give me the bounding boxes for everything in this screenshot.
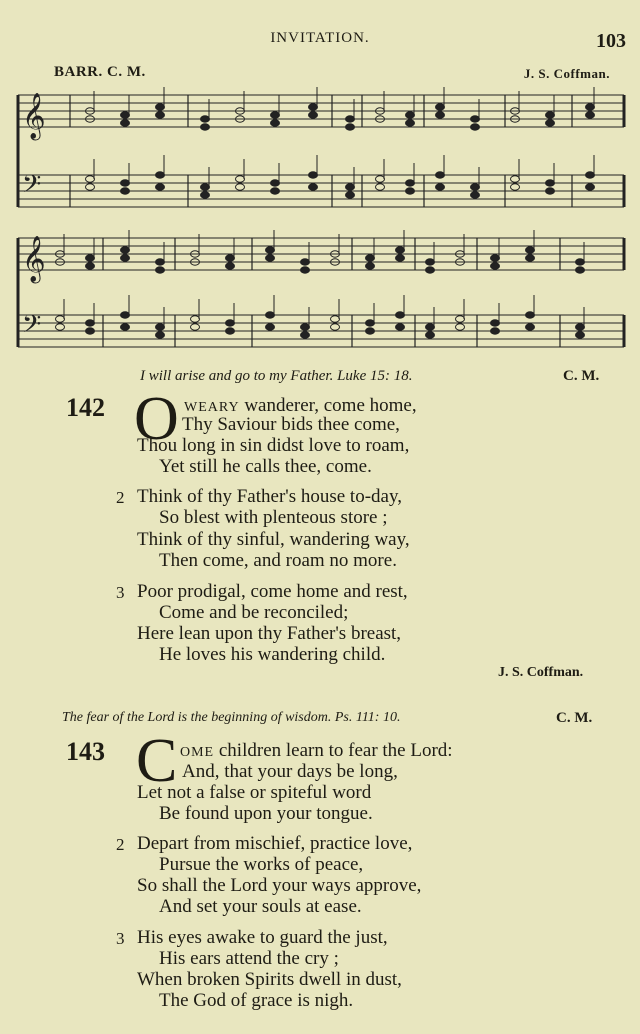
note-head [366, 255, 375, 261]
note-head [191, 316, 200, 322]
verse-line: Come and be reconciled; [159, 602, 349, 623]
hymn-143-first-word: OME [180, 745, 215, 760]
note-head [586, 184, 595, 190]
treble-clef: 𝄞 [22, 236, 46, 282]
note-head [86, 184, 95, 190]
note-head [456, 324, 465, 330]
note-head [226, 328, 235, 334]
note-head [201, 192, 210, 198]
note-head [546, 188, 555, 194]
verse-line: Depart from mischief, practice love, [137, 833, 413, 854]
note-head [271, 120, 280, 126]
note-head [526, 255, 535, 261]
note-head [396, 255, 405, 261]
note-head [436, 184, 445, 190]
note-head [366, 328, 375, 334]
treble-clef: 𝄞 [22, 93, 46, 139]
note-head [346, 184, 355, 190]
hymn-142-first-word: WEARY [184, 400, 240, 415]
note-head [576, 259, 585, 265]
hymn-142-caption: I will arise and go to my Father. Luke 15: 18. [140, 368, 413, 384]
hymn-142-meter: C. M. [563, 368, 600, 384]
note-head [471, 116, 480, 122]
note-head [406, 112, 415, 118]
verse-line: His ears attend the cry ; [159, 948, 339, 969]
note-head [396, 247, 405, 253]
note-head [201, 116, 210, 122]
note-head [86, 263, 95, 269]
hymn-143-caption: The fear of the Lord is the beginning of wisdom. Ps. 111: 10. [62, 710, 401, 725]
verse-line: Pursue the works of peace, [159, 854, 364, 875]
note-head [301, 324, 310, 330]
note-head [236, 176, 245, 182]
note-head [86, 176, 95, 182]
note-head [491, 263, 500, 269]
tune-name: BARR. C. M. [54, 64, 146, 80]
note-head [156, 267, 165, 273]
note-head [586, 104, 595, 110]
hymn-143-number: 143 [66, 737, 105, 766]
note-head [491, 320, 500, 326]
hymn-142-first-line: WEARY wanderer, come home, [184, 395, 417, 416]
verse-line: Poor prodigal, come home and rest, [137, 581, 408, 602]
note-head [301, 259, 310, 265]
hymn-142-dropcap: O [134, 385, 179, 453]
note-head [236, 184, 245, 190]
note-head [121, 180, 130, 186]
note-head [376, 176, 385, 182]
verse-number: 2 [116, 488, 125, 507]
hymn-142-number: 142 [66, 393, 105, 422]
note-head [201, 124, 210, 130]
note-head [309, 104, 318, 110]
note-head [226, 255, 235, 261]
note-head [266, 324, 275, 330]
note-head [226, 263, 235, 269]
note-head [309, 172, 318, 178]
note-head [331, 324, 340, 330]
bass-clef: 𝄢 [22, 310, 42, 345]
verse-line: When broken Spirits dwell in dust, [137, 969, 402, 990]
note-head [366, 320, 375, 326]
note-head [471, 124, 480, 130]
note-head [471, 184, 480, 190]
music-score [0, 85, 640, 365]
note-head [406, 188, 415, 194]
note-head [121, 255, 130, 261]
note-head [546, 120, 555, 126]
verse-line: Then come, and roam no more. [159, 550, 397, 571]
note-head [576, 267, 585, 273]
verse-line: Let not a false or spiteful word [137, 782, 372, 803]
note-head [396, 312, 405, 318]
note-head [511, 176, 520, 182]
note-head [86, 328, 95, 334]
note-head [471, 192, 480, 198]
verse-line: Thou long in sin didst love to roam, [137, 435, 410, 456]
verse-line: Think of thy sinful, wandering way, [137, 529, 410, 550]
note-head [366, 263, 375, 269]
note-head [121, 312, 130, 318]
verse-line: Yet still he calls thee, come. [159, 456, 372, 477]
note-head [56, 324, 65, 330]
note-head [406, 120, 415, 126]
verse-line: Here lean upon thy Father's breast, [137, 623, 402, 644]
note-head [576, 324, 585, 330]
note-head [346, 116, 355, 122]
note-head [266, 255, 275, 261]
note-head [156, 172, 165, 178]
verse-line: Thy Saviour bids thee come, [182, 414, 400, 435]
note-head [86, 255, 95, 261]
note-head [226, 320, 235, 326]
note-head [156, 324, 165, 330]
note-head [526, 247, 535, 253]
note-head [436, 104, 445, 110]
note-head [191, 324, 200, 330]
note-head [586, 172, 595, 178]
note-head [426, 259, 435, 265]
note-head [156, 104, 165, 110]
note-head [121, 112, 130, 118]
note-head [426, 324, 435, 330]
note-head [526, 324, 535, 330]
verse-line: So shall the Lord your ways approve, [137, 875, 422, 896]
note-head [346, 192, 355, 198]
note-head [346, 124, 355, 130]
hymn-143-dropcap: C [136, 727, 178, 795]
verse-line: And, that your days be long, [182, 761, 398, 782]
note-head [156, 259, 165, 265]
note-head [436, 172, 445, 178]
note-head [426, 267, 435, 273]
note-head [121, 247, 130, 253]
tune-composer: J. S. Coffman. [523, 66, 610, 81]
note-head [86, 320, 95, 326]
note-head [331, 316, 340, 322]
note-head [546, 112, 555, 118]
note-head [436, 112, 445, 118]
verse-line: And set your souls at ease. [159, 896, 362, 917]
note-head [406, 180, 415, 186]
note-head [121, 120, 130, 126]
page-number: 103 [596, 30, 626, 52]
note-head [271, 112, 280, 118]
bass-clef: 𝄢 [22, 170, 42, 205]
verse-line: So blest with plenteous store ; [159, 507, 388, 528]
note-head [426, 332, 435, 338]
page-header: INVITATION. [270, 30, 370, 46]
note-head [456, 316, 465, 322]
verse-line: His eyes awake to guard the just, [137, 927, 388, 948]
note-head [156, 332, 165, 338]
verse-number: 3 [116, 583, 125, 602]
note-head [266, 312, 275, 318]
note-head [301, 267, 310, 273]
verse-line: The God of grace is nigh. [159, 990, 354, 1011]
note-head [56, 316, 65, 322]
verse-line: Be found upon your tongue. [159, 803, 373, 824]
hymn-143-meter: C. M. [556, 710, 593, 726]
verse-line: He loves his wandering child. [159, 644, 386, 665]
note-head [376, 184, 385, 190]
note-head [201, 184, 210, 190]
note-head [121, 324, 130, 330]
note-head [271, 188, 280, 194]
note-head [121, 188, 130, 194]
note-head [576, 332, 585, 338]
verse-number: 2 [116, 835, 125, 854]
note-head [156, 112, 165, 118]
note-head [491, 255, 500, 261]
note-head [266, 247, 275, 253]
verse-number: 3 [116, 929, 125, 948]
note-head [526, 312, 535, 318]
note-head [546, 180, 555, 186]
note-head [156, 184, 165, 190]
note-head [511, 184, 520, 190]
note-head [301, 332, 310, 338]
note-head [491, 328, 500, 334]
hymn-143-first-line: OME children learn to fear the Lord: [180, 740, 453, 761]
note-head [309, 184, 318, 190]
note-head [586, 112, 595, 118]
note-head [396, 324, 405, 330]
verse-line: Think of thy Father's house to-day, [137, 486, 402, 507]
hymn-142-credit: J. S. Coffman. [498, 665, 584, 680]
note-head [271, 180, 280, 186]
note-head [309, 112, 318, 118]
